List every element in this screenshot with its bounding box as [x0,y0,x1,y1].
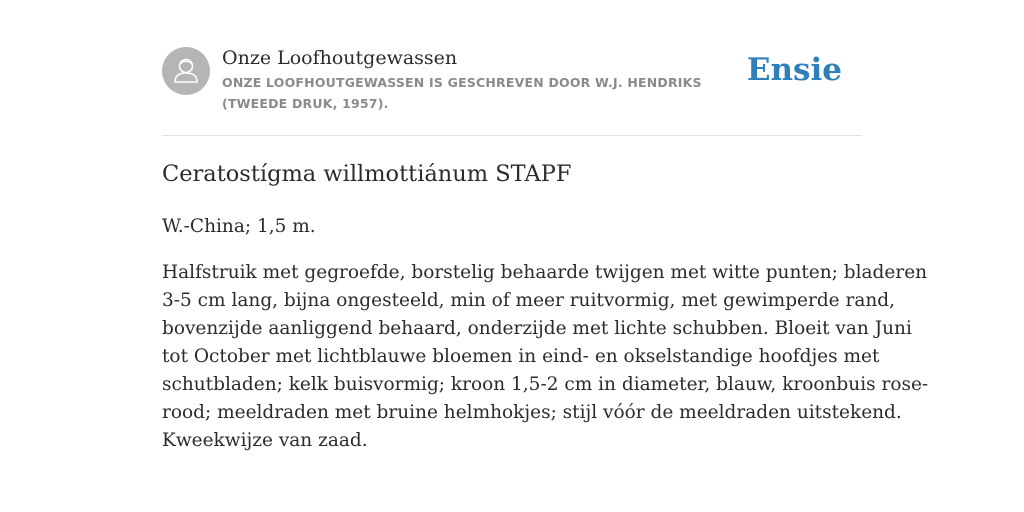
description-line: tot October met lichtblauwe bloemen in eind- en okselstandige hoofdjes met [162,346,880,367]
description-line: Kweekwijze van zaad. [162,430,368,451]
content-column [162,0,929,451]
entry-origin: W.-China; 1,5 m. [162,216,316,237]
description-line: rood; meeldraden met bruine helmhokjes; stijl vóór de meeldraden uitstekend. [162,402,902,423]
entry-description [162,259,929,455]
book-header [162,0,862,136]
book-title[interactable]: Onze Loofhoutgewassen [222,47,458,69]
description-line: 3-5 cm lang, bijna ongesteeld, min of meer ruitvormig, met gewimperde rand, [162,290,896,311]
description-line: bovenzijde aanliggend behaard, onderzijde met lichte schubben. Bloeit van Juni [162,318,912,339]
description-line: schutbladen; kelk buisvormig; kroon 1,5-2 cm in diameter, blauw, kroonbuis rose- [162,374,929,395]
description-line: Halfstruik met gegroefde, borstelig behaarde twijgen met witte punten; bladeren [162,262,928,283]
ensie-logo[interactable]: Ensie [746,52,842,88]
user-placeholder-icon[interactable] [162,47,210,95]
book-subtitle: ONZE LOOFHOUTGEWASSEN IS GESCHREVEN DOOR W.J. HENDRIKS (TWEEDE DRUK, 1957). [222,75,702,111]
entry-title: Ceratostígma willmottiánum STAPF [162,161,572,187]
